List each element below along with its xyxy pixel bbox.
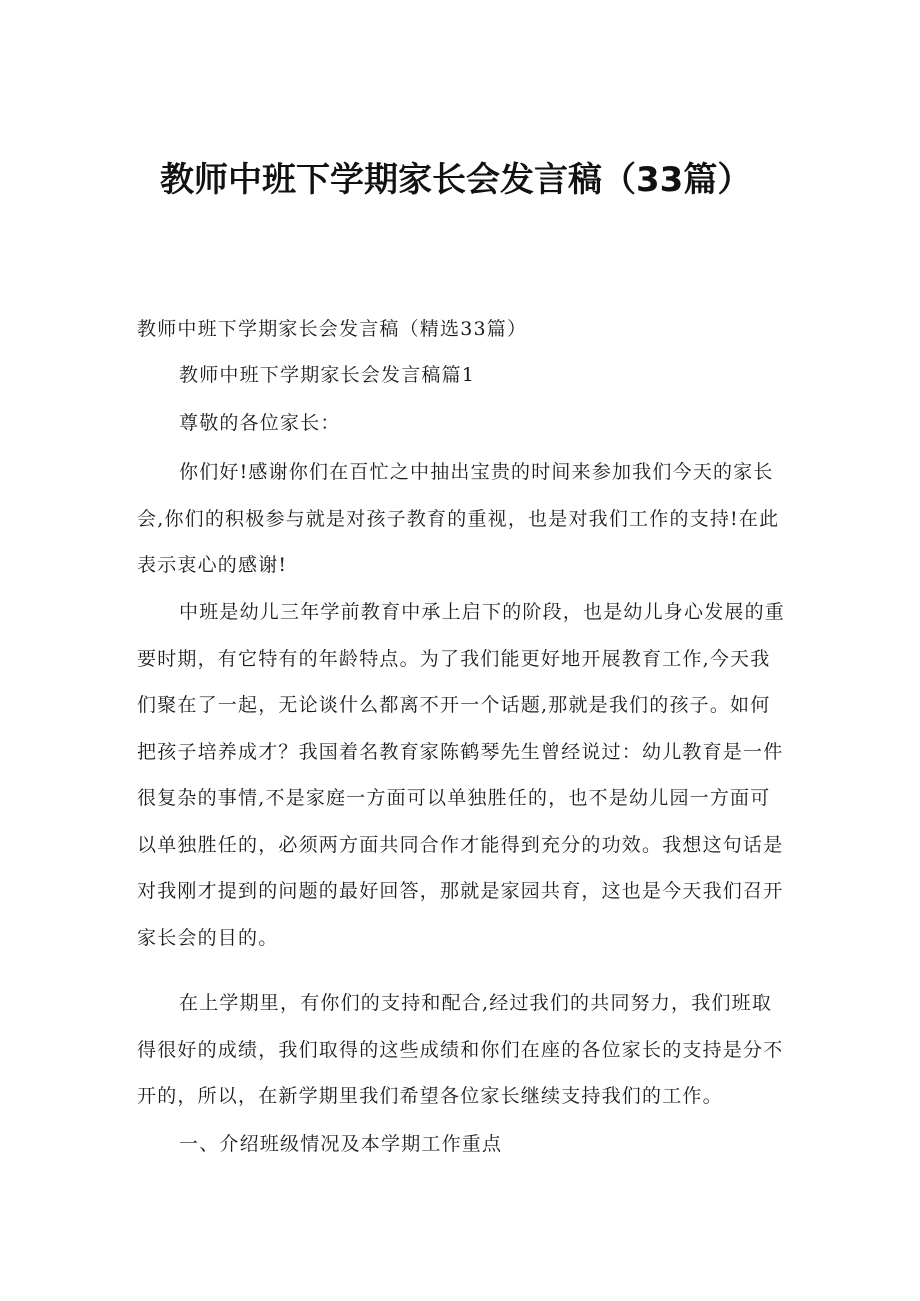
document-title: 教师中班下学期家长会发言稿（33篇） (160, 160, 752, 200)
paragraph: 你们好!感谢你们在百忙之中抽出宝贵的时间来参加我们今天的家长会,你们的积极参与就是对孩子教育的重视，也是对我们工作的支持!在此表示衷心的感谢! (137, 461, 780, 576)
section-heading: 教师中班下学期家长会发言稿篇1 (179, 364, 476, 386)
list-item-heading: 一、介绍班级情况及本学期工作重点 (179, 1133, 503, 1155)
paragraph: 中班是幼儿三年学前教育中承上启下的阶段，也是幼儿身心发展的重要时期，有它特有的年龄特点。为了我们能更好地开展教育工作,今天我们聚在了一起，无论谈什么都离不开一个话题,那就是我们的孩子。如何把孩子培养成才？我国着名教育家陈鹤琴先生曾经说过：幼儿教育是一件很复杂的事情,不是家庭一方面可以单独胜任的，也不是幼儿园一方面可以单独胜任的，必须两方面共同合作才能得到充分的功效。我想这句话是对我刚才提到的问题的最好回答，那就是家园共育，这也是今天我们召开家长会的目的。 (137, 601, 786, 949)
salutation: 尊敬的各位家长： (179, 412, 341, 434)
paragraph: 在上学期里，有你们的支持和配合,经过我们的共同努力，我们班取得很好的成绩，我们取得的这些成绩和你们在座的各位家长的支持是分不开的，所以，在新学期里我们希望各位家长继续支持我们的工作。 (137, 992, 784, 1107)
document-subtitle: 教师中班下学期家长会发言稿（精选33篇） (137, 318, 528, 340)
